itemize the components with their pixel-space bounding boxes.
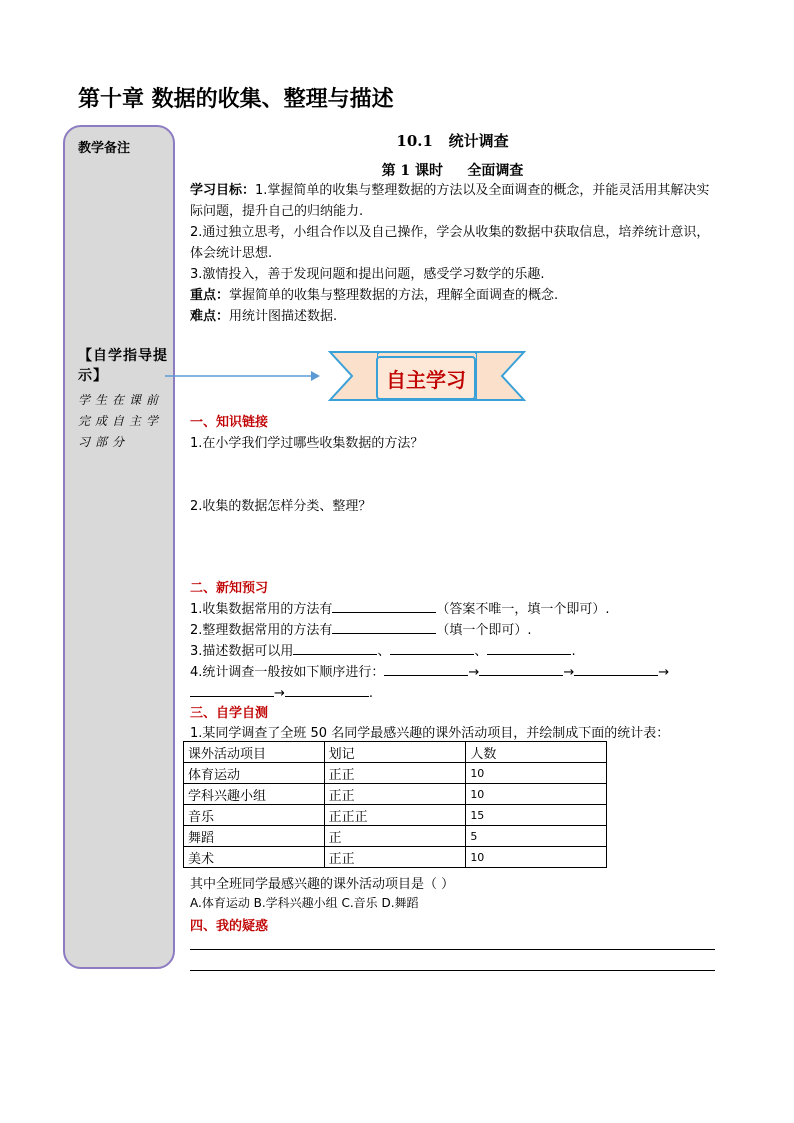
objective-2: 2.通过独立思考，小组合作以及自己操作，学会从收集的数据中获取信息，培养统计意识，体会统计思想. bbox=[190, 225, 710, 261]
arrow-glyph: → bbox=[563, 665, 575, 680]
part2-question-3 bbox=[190, 640, 576, 659]
q2-text: 2.整理数据常用的方法有 bbox=[190, 623, 333, 638]
difficulty-text: 用统计图描述数据. bbox=[229, 309, 338, 324]
part2-question-4-cont bbox=[190, 682, 373, 701]
table-cell: 10 bbox=[466, 784, 607, 805]
separator: 、 bbox=[474, 644, 488, 659]
answer-blank[interactable] bbox=[390, 640, 474, 655]
table-cell: 5 bbox=[466, 826, 607, 847]
answer-blank[interactable] bbox=[479, 661, 563, 676]
part2-question-4 bbox=[190, 661, 669, 680]
part4-heading: 四、我的疑惑 bbox=[190, 919, 269, 934]
objective-3: 3.激情投入，善于发现问题和提出问题，感受学习数学的乐趣. bbox=[190, 267, 545, 282]
table-cell: 正正正 bbox=[324, 805, 466, 826]
part3-intro: 1.某同学调查了全班 50 名同学最感兴趣的课外活动项目，并绘制成下面的统计表： bbox=[190, 726, 670, 741]
section-title: 10.1 统计调查 bbox=[396, 132, 509, 150]
table-cell: 正正 bbox=[324, 847, 466, 868]
sidebar-guide-label: 【自学指导提示】 bbox=[78, 348, 168, 384]
chapter-title: 第十章 数据的收集、整理与描述 bbox=[78, 86, 394, 112]
teaching-notes-sidebar bbox=[63, 125, 175, 969]
part1-question-1: 1.在小学我们学过哪些收集数据的方法？ bbox=[190, 436, 424, 451]
q4-text: 4.统计调查一般按如下顺序进行： bbox=[190, 665, 385, 680]
arrow-glyph: → bbox=[468, 665, 480, 680]
difficulty-label: 难点： bbox=[190, 309, 230, 324]
part1-heading: 一、知识链接 bbox=[190, 415, 269, 430]
q1-hint: （答案不唯一，填一个即可）. bbox=[436, 602, 610, 617]
table-header: 人数 bbox=[466, 742, 607, 763]
lesson-title: 第 1 课时 全面调查 bbox=[381, 163, 524, 179]
arrow-glyph: → bbox=[274, 686, 285, 701]
key-point-text: 掌握简单的收集与整理数据的方法，理解全面调查的概念. bbox=[229, 288, 559, 303]
difficulty bbox=[190, 306, 720, 327]
answer-blank[interactable] bbox=[487, 640, 571, 655]
table-cell: 学科兴趣小组 bbox=[184, 784, 325, 805]
answer-line[interactable] bbox=[190, 970, 715, 971]
pointer-arrow-icon bbox=[165, 368, 320, 384]
table-cell: 正正 bbox=[324, 763, 466, 784]
separator: 、 bbox=[377, 644, 391, 659]
part3-options: A.体育运动 B.学科兴趣小组 C.音乐 D.舞蹈 bbox=[190, 896, 419, 910]
objective-1: 1.掌握简单的收集与整理数据的方法以及全面调查的概念，并能灵活用其解决实际问题，提升自己的归纳能力. bbox=[190, 183, 710, 219]
arrow-glyph: → bbox=[658, 665, 670, 680]
period: . bbox=[571, 644, 576, 659]
table-row bbox=[184, 784, 607, 805]
part2-heading: 二、新知预习 bbox=[190, 581, 269, 596]
objectives-label: 学习目标： bbox=[190, 183, 256, 198]
answer-blank[interactable] bbox=[574, 661, 658, 676]
answer-line[interactable] bbox=[190, 949, 715, 950]
activity-stats-table bbox=[183, 741, 607, 868]
q1-text: 1.收集数据常用的方法有 bbox=[190, 602, 333, 617]
period: . bbox=[368, 686, 374, 701]
sidebar-heading: 教学备注 bbox=[78, 141, 131, 156]
sidebar-note: 学生在课前完成自主学习部分 bbox=[78, 393, 164, 449]
table-cell: 舞蹈 bbox=[184, 826, 325, 847]
table-row bbox=[184, 847, 607, 868]
table-header: 划记 bbox=[324, 742, 466, 763]
learning-objectives bbox=[190, 180, 720, 222]
table-header-row bbox=[184, 742, 607, 763]
table-header: 课外活动项目 bbox=[184, 742, 325, 763]
answer-blank[interactable] bbox=[285, 682, 369, 697]
table-cell: 正正 bbox=[324, 784, 466, 805]
answer-blank[interactable] bbox=[332, 598, 436, 613]
part2-question-1 bbox=[190, 598, 610, 617]
table-row bbox=[184, 805, 607, 826]
q2-hint: （填一个即可）. bbox=[436, 623, 532, 638]
banner-text: 自主学习 bbox=[386, 368, 466, 392]
part2-question-2 bbox=[190, 619, 532, 638]
answer-blank[interactable] bbox=[293, 640, 377, 655]
answer-blank[interactable] bbox=[190, 682, 274, 697]
q3-text: 3.描述数据可以用 bbox=[190, 644, 294, 659]
answer-blank[interactable] bbox=[332, 619, 436, 634]
table-cell: 正 bbox=[324, 826, 466, 847]
table-row bbox=[184, 763, 607, 784]
key-point-label: 重点： bbox=[190, 288, 230, 303]
table-cell: 10 bbox=[466, 847, 607, 868]
table-cell: 10 bbox=[466, 763, 607, 784]
table-cell: 15 bbox=[466, 805, 607, 826]
part1-question-2: 2.收集的数据怎样分类、整理？ bbox=[190, 499, 372, 514]
table-cell: 音乐 bbox=[184, 805, 325, 826]
part3-question: 其中全班同学最感兴趣的课外活动项目是（ ） bbox=[190, 877, 455, 892]
key-point bbox=[190, 285, 720, 306]
part3-heading: 三、自学自测 bbox=[190, 706, 269, 721]
table-cell: 美术 bbox=[184, 847, 325, 868]
table-cell: 体育运动 bbox=[184, 763, 325, 784]
answer-blank[interactable] bbox=[384, 661, 468, 676]
table-row bbox=[184, 826, 607, 847]
